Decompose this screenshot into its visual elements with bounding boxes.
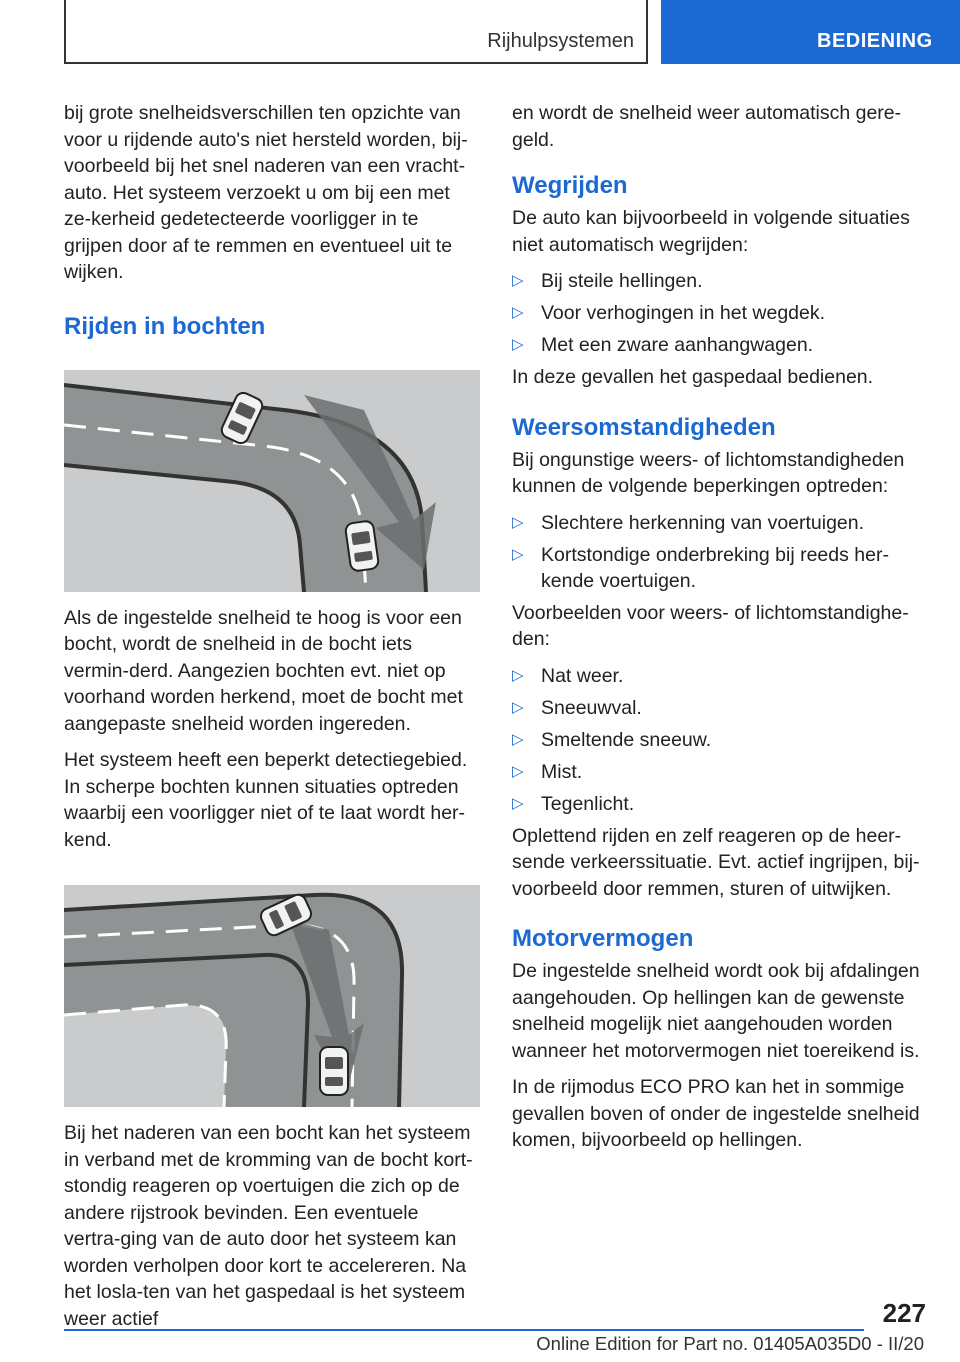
- curve-illustration-1: [64, 370, 480, 592]
- heading-motorvermogen: Motorvermogen: [512, 925, 694, 952]
- triangle-bullet-icon: ▷: [512, 762, 524, 780]
- paragraph: In deze gevallen het gaspedaal bedienen.: [512, 366, 874, 388]
- triangle-bullet-icon: ▷: [512, 698, 524, 716]
- header-chapter-tab[interactable]: [661, 0, 960, 64]
- header-section-box: [64, 0, 648, 64]
- heading-wegrijden: Wegrijden: [512, 172, 628, 199]
- triangle-bullet-icon: ▷: [512, 336, 524, 353]
- page-number: 227: [882, 1298, 926, 1328]
- curve-illustration-2: [64, 885, 480, 1107]
- triangle-bullet-icon: ▷: [512, 304, 524, 321]
- paragraph: Het systeem heeft een beperkt detectiegebied. In scherpe bochten kunnen situaties optreden waarbij een voorligger niet of te laat wordt her-kend.: [64, 749, 468, 851]
- paragraph: Oplettend rijden en zelf reageren op de heer-sende verkeerssituatie. Evt. actief ingrijpen, bij-voorbeeld door remmen, sturen of uitwijken.: [512, 824, 920, 900]
- header-chapter-label: BEDIENING: [817, 30, 933, 52]
- list-item: ▷ Met een zware aanhangwagen.: [512, 334, 814, 356]
- paragraph: en wordt de snelheid weer automatisch gere-geld.: [512, 102, 902, 151]
- list-item: ▷ Tegenlicht.: [512, 792, 635, 815]
- list-wegrijden: [512, 268, 922, 358]
- header-section-title: Rijhulpsystemen: [487, 30, 634, 52]
- triangle-bullet-icon: ▷: [512, 666, 524, 684]
- heading-weersomstandigheden: Weersomstandigheden: [512, 413, 776, 441]
- list-item: ▷ Slechtere herkenning van voertuigen.: [512, 511, 865, 534]
- paragraph: De ingestelde snelheid wordt ook bij afdalingen aangehouden. Op hellingen kan de gewenste snelheid mogelijk niet aangehouden worden wanneer het motorvermogen niet toereikend is.: [512, 960, 920, 1062]
- list-item: ▷ Nat weer.: [512, 664, 624, 687]
- triangle-bullet-icon: ▷: [512, 272, 524, 289]
- list-item: ▷ Kortstondige onderbreking bij reeds her-kende voertuigen.: [512, 543, 889, 592]
- list-weer: [512, 510, 922, 594]
- triangle-bullet-icon: ▷: [512, 730, 524, 748]
- paragraph: bij grote snelheidsverschillen ten opzichte van voor u rijdende auto's niet hersteld worden, bij-voorbeeld bij het snel naderen van een vracht-auto. Het systeem verzoekt u om bij een met ze-kerheid gedetecteerde voorligger in te grijpen door af te remmen en eventueel uit te wijken.: [64, 102, 468, 283]
- left-column: [64, 100, 480, 1342]
- footer-divider: [64, 1329, 864, 1331]
- paragraph: De auto kan bijvoorbeeld in volgende situaties niet automatisch wegrijden:: [512, 207, 910, 256]
- triangle-bullet-icon: ▷: [512, 794, 524, 812]
- list-item: ▷ Sneeuwval.: [512, 696, 642, 719]
- footer-edition: Online Edition for Part no. 01405A035D0 - II/20: [536, 1333, 924, 1354]
- list-item: ▷ Mist.: [512, 760, 583, 783]
- triangle-bullet-icon: ▷: [512, 545, 524, 563]
- list-weer-voorbeelden: [512, 663, 922, 817]
- right-column: [512, 100, 922, 1164]
- paragraph: Bij ongunstige weers- of lichtomstandigheden kunnen de volgende beperkingen optreden:: [512, 448, 905, 497]
- list-item: ▷ Smeltende sneeuw.: [512, 728, 712, 751]
- heading-rijden-in-bochten: Rijden in bochten: [64, 312, 266, 340]
- paragraph: In de rijmodus ECO PRO kan het in sommige gevallen boven of onder de ingestelde snelheid komen, bijvoorbeeld op hellingen.: [512, 1076, 920, 1151]
- triangle-bullet-icon: ▷: [512, 513, 524, 531]
- list-item: ▷ Bij steile hellingen.: [512, 270, 703, 292]
- paragraph: Bij het naderen van een bocht kan het systeem in verband met de kromming van de bocht kort-stondig reageren op voertuigen die zich op de andere rijstrook bevinden. Een eventuele vertra-ging van de auto door het systeem kan worden verholpen door kort te accelereren. Na het losla-ten van het gaspedaal is het systeem weer actief: [64, 1122, 473, 1330]
- paragraph: Als de ingestelde snelheid te hoog is voor een bocht, wordt de snelheid in de bocht iets vermin-derd. Aangezien bochten evt. niet op voorhand worden herkend, moet de bocht met aangepaste snelheid worden ingereden.: [64, 606, 463, 735]
- paragraph: Voorbeelden voor weers- of lichtomstandighe-den:: [512, 601, 909, 650]
- list-item: ▷ Voor verhogingen in het wegdek.: [512, 302, 826, 324]
